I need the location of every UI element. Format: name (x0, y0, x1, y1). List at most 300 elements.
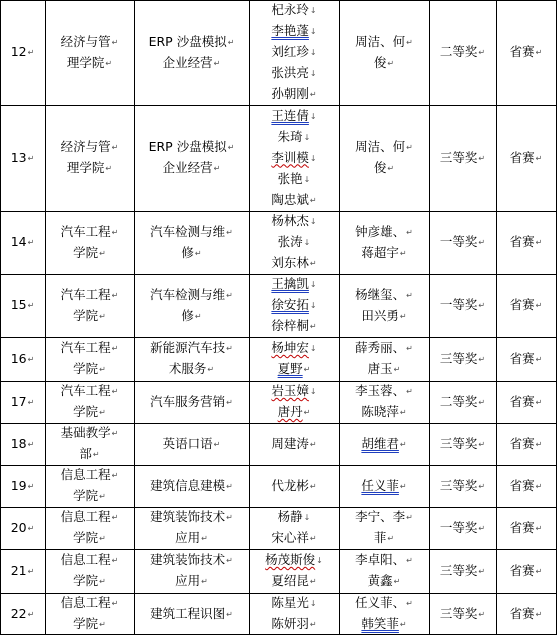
paragraph-mark-icon: ↵ (226, 513, 233, 522)
paragraph-mark-icon: ↵ (387, 534, 395, 543)
paragraph-mark-icon: ↓ (303, 238, 311, 247)
paragraph-mark-icon: ↵ (406, 290, 413, 300)
cell-text: 杞永玲 (271, 2, 309, 17)
cell-text: 省赛 (509, 149, 535, 165)
paragraph-mark-icon: ↵ (303, 408, 311, 417)
cell-text: 唐玉 (367, 361, 393, 376)
cell-text: 张洪亮 (271, 65, 309, 80)
paragraph-mark-icon: ↵ (478, 397, 486, 407)
award-cell (429, 507, 496, 549)
cell-text: 省赛 (509, 297, 535, 312)
paragraph-mark-icon: ↵ (535, 238, 543, 247)
project-cell (134, 211, 249, 274)
paragraph-mark-icon: ↵ (227, 37, 235, 47)
award-cell (429, 381, 496, 423)
paragraph-mark-icon: ↵ (478, 609, 486, 619)
project-cell (134, 381, 249, 423)
paragraph-mark-icon: ↵ (478, 439, 486, 449)
cell-text: 杨静 (277, 509, 303, 524)
award-cell (429, 593, 496, 635)
cell-text: 夏野 (277, 361, 303, 376)
cell-text: 张涛 (277, 234, 303, 249)
cell-text: 田兴勇 (361, 307, 399, 323)
paragraph-mark-icon: ↵ (99, 311, 106, 321)
cell-text: 信息工程 (60, 595, 111, 610)
project-cell (134, 593, 249, 635)
cell-text: 周洁、何 (355, 33, 406, 49)
cell-text: 代龙彬 (271, 477, 309, 493)
paragraph-mark-icon: ↵ (478, 48, 486, 57)
award-cell (429, 0, 496, 105)
serial-number-cell (0, 337, 45, 381)
teachers-cell (339, 465, 429, 507)
students-cell (249, 0, 339, 105)
cell-text: 省赛 (509, 605, 535, 621)
paragraph-mark-icon: ↵ (27, 523, 35, 533)
paragraph-mark-icon: ↵ (406, 599, 413, 608)
cell-text: 钟彦雄、 (355, 223, 406, 239)
college-cell (45, 507, 134, 549)
cell-text: 汽车工程 (60, 383, 111, 398)
cell-text: 岩玉嫜 (271, 383, 309, 398)
paragraph-mark-icon: ↓ (309, 6, 317, 15)
cell-text: 省赛 (509, 44, 535, 59)
teachers-cell (339, 549, 429, 593)
cell-text: 经济与管 (60, 139, 111, 154)
serial-number-cell (0, 507, 45, 549)
project-cell (134, 0, 249, 105)
cell-text: 学院 (73, 488, 99, 503)
cell-text: 李训模 (271, 149, 309, 165)
paragraph-mark-icon: ↓ (309, 153, 317, 163)
level-cell (496, 465, 556, 507)
paragraph-mark-icon: ↵ (194, 248, 202, 258)
cell-text: 经济与管 (60, 33, 111, 49)
cell-text: 16 (10, 350, 27, 366)
cell-text: 任义菲、 (355, 595, 406, 610)
paragraph-mark-icon: ↵ (535, 354, 543, 364)
students-cell (249, 105, 339, 211)
cell-text: 王连倩 (271, 107, 309, 123)
cell-text: 李艳蓬 (271, 23, 309, 38)
college-cell (45, 274, 134, 337)
cell-text: 建筑装饰技术 (150, 552, 226, 567)
teachers-cell (339, 274, 429, 337)
paragraph-mark-icon: ↵ (226, 397, 233, 407)
cell-text: 新能源汽车技 (150, 340, 226, 355)
paragraph-mark-icon: ↵ (207, 365, 215, 374)
paragraph-mark-icon: ↓ (309, 599, 317, 608)
cell-text: 徐梓桐 (271, 318, 309, 333)
paragraph-mark-icon: ↵ (535, 153, 543, 163)
cell-text: 理学院 (66, 160, 105, 175)
cell-text: 术服务 (168, 361, 207, 376)
teachers-cell (339, 507, 429, 549)
paragraph-mark-icon: ↵ (399, 408, 407, 417)
cell-text: 学院 (73, 530, 99, 545)
paragraph-mark-icon: ↵ (309, 534, 317, 543)
paragraph-mark-icon: ↓ (309, 111, 317, 121)
paragraph-mark-icon: ↵ (213, 439, 221, 449)
level-cell (496, 549, 556, 593)
paragraph-mark-icon: ↵ (111, 227, 119, 237)
cell-text: 建筑装饰技术 (150, 509, 226, 524)
students-cell (249, 211, 339, 274)
cell-text: 修 (181, 244, 194, 260)
project-cell (134, 337, 249, 381)
paragraph-mark-icon: ↵ (309, 90, 317, 99)
paragraph-mark-icon: ↵ (478, 238, 486, 247)
teachers-cell (339, 381, 429, 423)
paragraph-mark-icon: ↵ (27, 238, 35, 247)
cell-text: 学院 (73, 307, 99, 323)
paragraph-mark-icon: ↵ (535, 397, 543, 407)
paragraph-mark-icon: ↵ (478, 566, 486, 576)
paragraph-mark-icon: ↵ (393, 365, 401, 374)
award-cell (429, 549, 496, 593)
cell-text: 英语口语 (162, 435, 213, 451)
serial-number-cell (0, 381, 45, 423)
paragraph-mark-icon: ↵ (309, 322, 317, 331)
paragraph-mark-icon: ↵ (194, 311, 202, 321)
cell-text: 李卓阳、 (355, 552, 406, 567)
college-cell (45, 423, 134, 465)
paragraph-mark-icon: ↵ (27, 439, 35, 449)
paragraph-mark-icon: ↵ (309, 259, 317, 268)
cell-text: 企业经营 (162, 160, 213, 175)
paragraph-mark-icon: ↓ (309, 301, 317, 310)
paragraph-mark-icon: ↵ (27, 354, 35, 364)
paragraph-mark-icon: ↓ (316, 556, 323, 565)
cell-text: 省赛 (509, 393, 535, 409)
students-cell (249, 507, 339, 549)
cell-text: 建筑信息建模 (150, 477, 226, 493)
paragraph-mark-icon: ↵ (27, 301, 35, 310)
paragraph-mark-icon: ↵ (92, 450, 100, 459)
paragraph-mark-icon: ↓ (309, 217, 317, 226)
students-cell (249, 274, 339, 337)
award-cell (429, 423, 496, 465)
cell-text: ERP 沙盘模拟 (148, 33, 227, 49)
cell-text: 菲 (373, 530, 387, 545)
cell-text: 陈妍羽 (271, 616, 309, 631)
paragraph-mark-icon: ↵ (105, 58, 113, 68)
cell-text: 信息工程 (60, 467, 111, 482)
cell-text: 唐丹 (277, 404, 303, 419)
cell-text: 宋心祥 (271, 530, 309, 545)
cell-text: 周洁、何 (355, 139, 406, 154)
college-cell (45, 0, 134, 105)
paragraph-mark-icon: ↓ (309, 280, 317, 289)
paragraph-mark-icon: ↵ (406, 37, 413, 47)
serial-number-cell (0, 465, 45, 507)
paragraph-mark-icon: ↵ (399, 248, 407, 258)
paragraph-mark-icon: ↵ (111, 556, 119, 565)
paragraph-mark-icon: ↵ (406, 387, 413, 396)
project-cell (134, 549, 249, 593)
students-cell (249, 423, 339, 465)
cell-text: 陈星光 (271, 595, 309, 610)
paragraph-mark-icon: ↵ (226, 290, 233, 300)
paragraph-mark-icon: ↵ (227, 143, 235, 152)
cell-text: 22 (10, 605, 27, 621)
paragraph-mark-icon: ↵ (201, 577, 208, 586)
paragraph-mark-icon: ↵ (478, 354, 486, 364)
cell-text: 15 (10, 297, 27, 312)
cell-text: 汽车服务营销 (150, 393, 226, 409)
cell-text: 陈晓萍 (361, 404, 399, 419)
paragraph-mark-icon: ↵ (111, 599, 119, 608)
cell-text: 黄鑫 (367, 573, 393, 588)
award-cell (429, 465, 496, 507)
serial-number-cell (0, 0, 45, 105)
students-cell (249, 593, 339, 635)
paragraph-mark-icon: ↵ (27, 48, 35, 57)
paragraph-mark-icon: ↓ (303, 174, 311, 184)
level-cell (496, 211, 556, 274)
paragraph-mark-icon: ↓ (309, 344, 317, 353)
paragraph-mark-icon: ↵ (309, 481, 317, 491)
level-cell (496, 337, 556, 381)
cell-text: 杨坤宏 (271, 340, 309, 355)
cell-text: 李玉蓉、 (355, 383, 406, 398)
paragraph-mark-icon: ↵ (309, 195, 317, 205)
paragraph-mark-icon: ↵ (27, 566, 35, 576)
cell-text: 一等奖 (439, 234, 478, 249)
level-cell (496, 0, 556, 105)
cell-text: 14 (10, 234, 27, 249)
students-cell (249, 381, 339, 423)
cell-text: ERP 沙盘模拟 (148, 139, 227, 154)
paragraph-mark-icon: ↵ (387, 58, 395, 68)
cell-text: 基础教学 (60, 425, 111, 440)
cell-text: 汽车工程 (60, 340, 111, 355)
level-cell (496, 593, 556, 635)
paragraph-mark-icon: ↓ (303, 513, 311, 522)
college-cell (45, 593, 134, 635)
level-cell (496, 507, 556, 549)
paragraph-mark-icon: ↵ (309, 439, 317, 449)
cell-text: 汽车工程 (60, 286, 111, 302)
cell-text: 19 (10, 477, 27, 493)
cell-text: 学院 (73, 616, 99, 631)
cell-text: 韩笑菲 (361, 616, 399, 631)
teachers-cell (339, 0, 429, 105)
paragraph-mark-icon: ↵ (535, 48, 543, 57)
teachers-cell (339, 105, 429, 211)
paragraph-mark-icon: ↵ (99, 408, 106, 417)
cell-text: 俊 (373, 54, 387, 70)
cell-text: 夏绍昆 (271, 573, 309, 588)
cell-text: 三等奖 (439, 435, 478, 451)
paragraph-mark-icon: ↵ (99, 577, 106, 586)
cell-text: 省赛 (509, 234, 535, 249)
paragraph-mark-icon: ↵ (226, 481, 233, 491)
level-cell (496, 381, 556, 423)
paragraph-mark-icon: ↵ (213, 58, 221, 68)
paragraph-mark-icon: ↵ (111, 471, 119, 480)
teachers-cell (339, 337, 429, 381)
cell-text: 省赛 (509, 435, 535, 451)
paragraph-mark-icon: ↵ (111, 37, 119, 47)
paragraph-mark-icon: ↵ (99, 492, 106, 501)
cell-text: 俊 (373, 160, 387, 175)
cell-text: 一等奖 (439, 297, 478, 312)
cell-text: 朱琦 (277, 128, 303, 144)
paragraph-mark-icon: ↵ (399, 481, 407, 491)
cell-text: 学院 (73, 404, 99, 419)
paragraph-mark-icon: ↵ (27, 481, 35, 491)
teachers-cell (339, 211, 429, 274)
paragraph-mark-icon: ↵ (111, 143, 119, 152)
college-cell (45, 549, 134, 593)
cell-text: 企业经营 (162, 54, 213, 70)
paragraph-mark-icon: ↵ (406, 143, 413, 152)
cell-text: 三等奖 (439, 350, 478, 366)
college-cell (45, 105, 134, 211)
cell-text: 12 (10, 44, 27, 59)
cell-text: 理学院 (66, 54, 105, 70)
paragraph-mark-icon: ↵ (478, 153, 486, 163)
paragraph-mark-icon: ↓ (309, 69, 317, 78)
cell-text: 建筑工程识图 (150, 605, 226, 621)
cell-text: 任义菲 (361, 477, 399, 493)
cell-text: 三等奖 (439, 605, 478, 621)
cell-text: 信息工程 (60, 552, 111, 567)
level-cell (496, 423, 556, 465)
cell-text: 修 (181, 307, 194, 323)
cell-text: 薛秀丽、 (355, 340, 406, 355)
cell-text: 刘红珍 (271, 44, 309, 59)
paragraph-mark-icon: ↵ (226, 609, 233, 619)
students-cell (249, 337, 339, 381)
paragraph-mark-icon: ↵ (393, 577, 401, 586)
cell-text: 杨茂斯俊 (265, 552, 316, 567)
paragraph-mark-icon: ↵ (399, 620, 407, 629)
level-cell (496, 274, 556, 337)
paragraph-mark-icon: ↵ (226, 556, 233, 565)
serial-number-cell (0, 105, 45, 211)
paragraph-mark-icon: ↵ (111, 513, 119, 522)
project-cell (134, 274, 249, 337)
cell-text: 学院 (73, 361, 99, 376)
serial-number-cell (0, 423, 45, 465)
paragraph-mark-icon: ↵ (201, 534, 208, 543)
paragraph-mark-icon: ↵ (105, 164, 113, 173)
teachers-cell (339, 423, 429, 465)
cell-text: 省赛 (509, 562, 535, 578)
cell-text: 学院 (73, 244, 99, 260)
cell-text: 应用 (175, 573, 201, 588)
cell-text: 信息工程 (60, 509, 111, 524)
cell-text: 省赛 (509, 519, 535, 535)
paragraph-mark-icon: ↵ (27, 397, 35, 407)
cell-text: 徐安拓 (271, 297, 309, 312)
paragraph-mark-icon: ↵ (399, 439, 407, 449)
cell-text: 21 (10, 562, 27, 578)
cell-text: 二等奖 (439, 44, 478, 59)
paragraph-mark-icon: ↵ (478, 523, 486, 533)
paragraph-mark-icon: ↵ (406, 556, 413, 565)
paragraph-mark-icon: ↵ (213, 164, 221, 173)
cell-text: 蒋超宇 (361, 244, 399, 260)
paragraph-mark-icon: ↵ (99, 534, 106, 543)
paragraph-mark-icon: ↵ (406, 513, 413, 522)
award-cell (429, 211, 496, 274)
paragraph-mark-icon: ↵ (535, 523, 543, 533)
cell-text: 20 (10, 519, 27, 535)
cell-text: 三等奖 (439, 562, 478, 578)
paragraph-mark-icon: ↵ (387, 164, 395, 173)
teachers-cell (339, 593, 429, 635)
paragraph-mark-icon: ↵ (99, 248, 106, 258)
cell-text: 杨林杰 (271, 213, 309, 228)
paragraph-mark-icon: ↵ (226, 344, 233, 353)
paragraph-mark-icon: ↵ (478, 301, 486, 310)
paragraph-mark-icon: ↵ (27, 609, 35, 619)
paragraph-mark-icon: ↵ (399, 311, 407, 321)
paragraph-mark-icon: ↓ (309, 387, 317, 396)
paragraph-mark-icon: ↵ (226, 227, 233, 237)
cell-text: 13 (10, 149, 27, 165)
paragraph-mark-icon: ↵ (535, 439, 543, 449)
serial-number-cell (0, 593, 45, 635)
level-cell (496, 105, 556, 211)
cell-text: 三等奖 (439, 477, 478, 493)
students-cell (249, 465, 339, 507)
project-cell (134, 507, 249, 549)
cell-text: 陶忠斌 (271, 191, 309, 207)
paragraph-mark-icon: ↵ (535, 566, 543, 576)
project-cell (134, 465, 249, 507)
paragraph-mark-icon: ↵ (99, 365, 106, 374)
cell-text: 孙朝刚 (271, 86, 309, 101)
award-cell (429, 274, 496, 337)
paragraph-mark-icon: ↵ (535, 609, 543, 619)
students-cell (249, 549, 339, 593)
paragraph-mark-icon: ↵ (27, 153, 35, 163)
project-cell (134, 423, 249, 465)
paragraph-mark-icon: ↵ (303, 365, 311, 374)
cell-text: 二等奖 (439, 393, 478, 409)
paragraph-mark-icon: ↵ (406, 227, 413, 237)
paragraph-mark-icon: ↵ (111, 429, 119, 438)
college-cell (45, 465, 134, 507)
paragraph-mark-icon: ↵ (406, 344, 413, 353)
paragraph-mark-icon: ↵ (535, 481, 543, 491)
paragraph-mark-icon: ↓ (303, 132, 311, 142)
cell-text: 胡维君 (361, 435, 399, 451)
cell-text: 李宁、李 (355, 509, 406, 524)
cell-text: 17 (10, 393, 27, 409)
paragraph-mark-icon: ↵ (111, 344, 119, 353)
cell-text: 省赛 (509, 350, 535, 366)
paragraph-mark-icon: ↵ (111, 290, 119, 300)
college-cell (45, 337, 134, 381)
paragraph-mark-icon: ↵ (111, 387, 119, 396)
paragraph-mark-icon: ↵ (309, 577, 317, 586)
cell-text: 省赛 (509, 477, 535, 493)
cell-text: 周建涛 (271, 435, 309, 451)
award-cell (429, 105, 496, 211)
cell-text: 一等奖 (439, 519, 478, 535)
cell-text: 张艳 (277, 170, 303, 186)
cell-text: 部 (79, 446, 92, 461)
cell-text: 汽车检测与维 (150, 223, 226, 239)
cell-text: 杨继玺、 (355, 286, 406, 302)
award-cell (429, 337, 496, 381)
paragraph-mark-icon: ↓ (309, 27, 317, 36)
